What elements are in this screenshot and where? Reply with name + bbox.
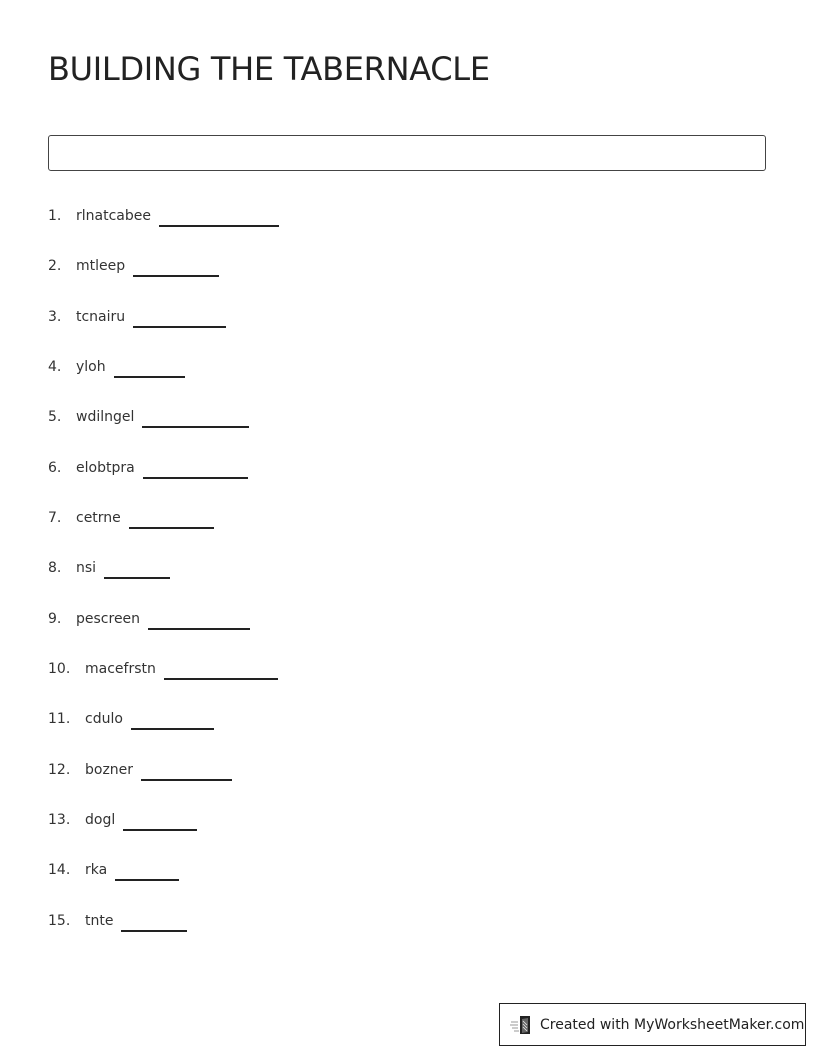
scrambled-word: macefrstn [85,661,156,677]
answer-blank[interactable] [123,829,197,831]
list-item [48,303,226,325]
list-item [48,454,248,476]
scrambled-word: cetrne [76,510,121,526]
item-number: 10. [48,661,71,677]
scrambled-word: elobtpra [76,460,135,476]
list-item [48,806,197,828]
list-item [48,756,232,778]
scrambled-word: tcnairu [76,309,126,325]
item-number: 1. [48,208,62,224]
list-item [48,554,170,576]
list-item [48,353,185,375]
scrambled-word: dogl [85,812,116,828]
item-number: 3. [48,309,62,325]
worksheet-maker-logo-icon [510,1014,534,1036]
item-number: 15. [48,913,71,929]
list-item [48,655,278,677]
answer-blank[interactable] [115,879,179,881]
answer-blank[interactable] [129,527,214,529]
answer-blank[interactable] [133,326,226,328]
list-item [48,504,214,526]
item-number: 7. [48,510,62,526]
footer-credit-text: Created with MyWorksheetMaker.com [540,1016,805,1033]
scrambled-word: cdulo [85,711,123,727]
list-item [48,605,250,627]
word-bank-box [48,135,766,171]
item-number: 14. [48,862,71,878]
answer-blank[interactable] [131,728,214,730]
answer-blank[interactable] [141,779,232,781]
scrambled-word: mtleep [76,258,126,274]
answer-blank[interactable] [114,376,185,378]
scrambled-word: bozner [85,762,134,778]
scrambled-word: pescreen [76,611,141,627]
answer-blank[interactable] [121,930,187,932]
answer-blank[interactable] [143,477,248,479]
list-item [48,403,249,425]
answer-blank[interactable] [133,275,219,277]
scrambled-word: rlnatcabee [76,208,151,224]
scrambled-word: wdilngel [76,409,135,425]
scrambled-word: tnte [85,913,114,929]
list-item [48,705,214,727]
scrambled-word: yloh [76,359,106,375]
item-number: 2. [48,258,62,274]
list-item [48,856,179,878]
worksheet-title: BUILDING THE TABERNACLE [48,50,490,88]
item-number: 13. [48,812,71,828]
item-number: 4. [48,359,62,375]
list-item [48,907,187,929]
answer-blank[interactable] [142,426,249,428]
item-number: 12. [48,762,71,778]
list-item [48,202,279,224]
answer-blank[interactable] [148,628,250,630]
list-item [48,252,219,274]
answer-blank[interactable] [159,225,279,227]
item-number: 11. [48,711,71,727]
footer-credit-badge[interactable] [499,1003,806,1046]
item-number: 8. [48,560,62,576]
answer-blank[interactable] [164,678,278,680]
item-number: 9. [48,611,62,627]
item-number: 6. [48,460,62,476]
answer-blank[interactable] [104,577,170,579]
scrambled-word: nsi [76,560,97,576]
scrambled-word: rka [85,862,108,878]
item-number: 5. [48,409,62,425]
